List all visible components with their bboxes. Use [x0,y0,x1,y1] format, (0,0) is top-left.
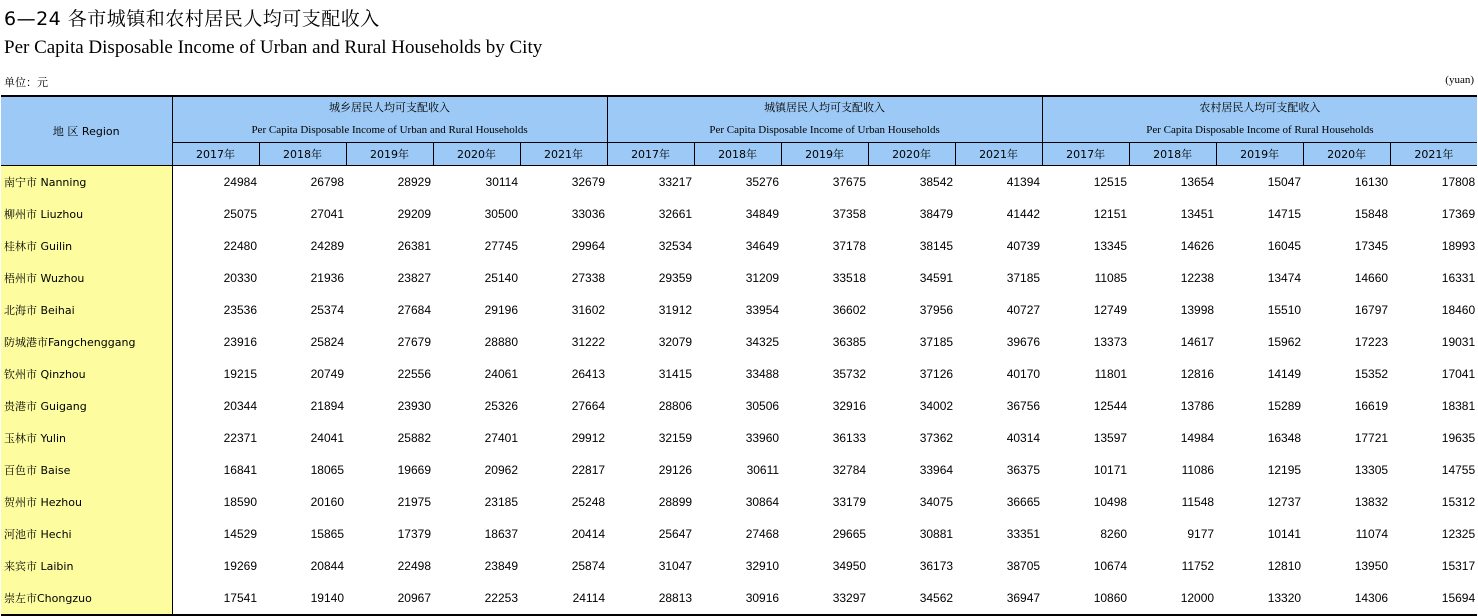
value-cell: 30864 [745,495,780,509]
value-cell: 28813 [607,582,694,615]
value-cell: 32159 [658,431,693,445]
value-cell: 15317 [1441,559,1476,573]
value-cell: 14617 [1180,335,1215,349]
value-cell: 27664 [571,399,606,413]
value-cell: 17345 [1354,239,1389,253]
value-cell: 23536 [223,303,257,317]
value-cell: 23827 [397,271,431,285]
value-cell: 16348 [1267,431,1302,445]
table-row [1,390,1477,422]
value-cell: 28929 [397,175,431,189]
value-cell: 38542 [919,175,954,189]
value-cell: 30500 [484,207,518,221]
year-header: 2020年 [868,142,955,165]
value-cell: 29665 [832,527,867,541]
value-cell: 22498 [397,559,431,573]
value-cell: 32661 [658,207,693,221]
year-header: 2020年 [433,142,520,165]
value-cell: 17721 [1354,431,1389,445]
value-cell: 36602 [832,303,867,317]
region-name-cell: 钦州市 Qinzhou [1,358,172,390]
value-cell: 38705 [1006,559,1041,573]
value-cell: 18460 [1441,303,1476,317]
value-cell: 12325 [1441,527,1476,541]
region-name-cell: 防城港市Fangchenggang [1,326,172,358]
value-cell: 15962 [1267,335,1302,349]
table-row [1,294,1477,326]
group-header-en: Per Capita Disposable Income of Urban and Rural Households [251,124,528,137]
value-cell: 25874 [571,559,606,573]
value-cell: 34950 [832,559,867,573]
value-cell: 40727 [1006,303,1041,317]
table-row [1,358,1477,390]
value-cell: 33518 [832,271,867,285]
table-row [1,550,1477,582]
value-cell: 34002 [919,399,954,413]
value-cell: 24061 [484,367,518,381]
value-cell: 12151 [1093,207,1128,221]
value-cell: 19031 [1441,335,1476,349]
unit-label-en: (yuan) [1445,74,1474,86]
value-cell: 32916 [832,399,867,413]
value-cell: 29209 [397,207,431,221]
value-cell: 16130 [1354,175,1389,189]
group-header-en: Per Capita Disposable Income of Rural Households [1146,124,1374,137]
value-cell: 14306 [1303,582,1390,615]
value-cell: 10498 [1093,495,1128,509]
year-header: 2021年 [520,142,607,165]
region-name-cell: 梧州市 Wuzhou [1,262,172,294]
year-header: 2018年 [1129,142,1216,165]
value-cell: 27041 [310,207,344,221]
value-cell: 18590 [223,495,257,509]
value-cell: 23185 [484,495,518,509]
value-cell: 37126 [919,367,954,381]
value-cell: 34562 [868,582,955,615]
value-cell: 19269 [223,559,257,573]
value-cell: 15694 [1390,582,1477,615]
value-cell: 33036 [571,207,606,221]
value-cell: 12000 [1129,582,1216,615]
region-name-cell: 南宁市 Nanning [1,166,172,199]
value-cell: 32079 [658,335,693,349]
value-cell: 31222 [571,335,606,349]
value-cell: 16045 [1267,239,1302,253]
value-cell: 15848 [1354,207,1389,221]
value-cell: 14626 [1180,239,1215,253]
value-cell: 20414 [571,527,606,541]
value-cell: 31602 [571,303,606,317]
value-cell: 37185 [919,335,954,349]
value-cell: 13305 [1354,463,1389,477]
value-cell: 15047 [1267,175,1302,189]
value-cell: 28899 [658,495,693,509]
value-cell: 17379 [397,527,431,541]
value-cell: 37675 [832,175,867,189]
region-name-cell: 百色市 Baise [1,454,172,486]
value-cell: 29359 [658,271,693,285]
value-cell: 17369 [1441,207,1476,221]
value-cell: 16331 [1441,271,1476,285]
value-cell: 33960 [745,431,780,445]
value-cell: 19140 [259,582,346,615]
year-header: 2017年 [607,142,694,165]
value-cell: 24041 [310,431,344,445]
value-cell: 22371 [223,431,257,445]
table-row [1,230,1477,262]
value-cell: 14149 [1267,367,1302,381]
value-cell: 15312 [1441,495,1476,509]
year-header: 2021年 [1390,142,1477,165]
value-cell: 19669 [397,463,431,477]
region-name-cell: 桂林市 Guilin [1,230,172,262]
table-row [1,582,1477,615]
group-header-urban [607,96,1042,142]
year-header: 2017年 [172,142,259,165]
value-cell: 14755 [1441,463,1476,477]
value-cell: 22817 [571,463,606,477]
value-cell: 40314 [1006,431,1041,445]
value-cell: 25140 [484,271,518,285]
unit-label-cn: 单位：元 [4,76,48,89]
value-cell: 37358 [832,207,867,221]
value-cell: 25248 [571,495,606,509]
value-cell: 10141 [1267,527,1302,541]
value-cell: 36133 [832,431,867,445]
value-cell: 17808 [1441,175,1476,189]
region-name-cell: 崇左市Chongzuo [1,582,172,615]
value-cell: 39676 [1006,335,1041,349]
value-cell: 14715 [1267,207,1302,221]
value-cell: 40739 [1006,239,1041,253]
value-cell: 19635 [1441,431,1476,445]
value-cell: 14984 [1180,431,1215,445]
value-cell: 14660 [1354,271,1389,285]
value-cell: 8260 [1100,527,1128,541]
value-cell: 22556 [397,367,431,381]
region-name-cell: 柳州市 Liuzhou [1,198,172,230]
value-cell: 33297 [781,582,868,615]
year-header: 2018年 [694,142,781,165]
value-cell: 34649 [745,239,780,253]
value-cell: 11752 [1181,559,1215,573]
page-title-cn: 6—24 各市城镇和农村居民人均可支配收入 [4,8,380,30]
value-cell: 36947 [955,582,1042,615]
value-cell: 37362 [919,431,954,445]
value-cell: 24114 [520,582,607,615]
region-name-cell: 贺州市 Hezhou [1,486,172,518]
value-cell: 18993 [1441,239,1476,253]
value-cell: 30611 [746,463,780,477]
value-cell: 30881 [919,527,954,541]
value-cell: 21975 [397,495,431,509]
value-cell: 36756 [1006,399,1041,413]
value-cell: 32534 [658,239,693,253]
value-cell: 16841 [223,463,257,477]
value-cell: 30506 [745,399,780,413]
value-cell: 11086 [1181,463,1215,477]
value-cell: 25326 [484,399,518,413]
table-row [1,422,1477,454]
page-title-en: Per Capita Disposable Income of Urban and Rural Households by City [4,37,543,58]
value-cell: 15352 [1354,367,1389,381]
value-cell: 19215 [223,367,257,381]
value-cell: 28880 [484,335,518,349]
value-cell: 27338 [571,271,606,285]
value-cell: 24289 [310,239,344,253]
value-cell: 20844 [310,559,344,573]
value-cell: 12737 [1267,495,1302,509]
value-cell: 12515 [1093,175,1128,189]
value-cell: 10171 [1093,463,1128,477]
value-cell: 34075 [919,495,954,509]
value-cell: 32679 [571,175,606,189]
value-cell: 28806 [658,399,693,413]
year-header: 2017年 [1042,142,1129,165]
value-cell: 20967 [346,582,433,615]
value-cell: 23849 [484,559,518,573]
value-cell: 31912 [658,303,693,317]
table-row [1,486,1477,518]
value-cell: 34849 [745,207,780,221]
value-cell: 27468 [745,527,780,541]
value-cell: 13654 [1180,175,1215,189]
table-row [1,262,1477,294]
value-cell: 20160 [310,495,344,509]
value-cell: 38479 [919,207,954,221]
value-cell: 34325 [745,335,780,349]
value-cell: 11548 [1181,495,1215,509]
value-cell: 35276 [745,175,780,189]
value-cell: 13320 [1216,582,1303,615]
group-header-total [172,96,607,142]
value-cell: 36173 [919,559,954,573]
value-cell: 21894 [310,399,344,413]
value-cell: 27745 [484,239,518,253]
year-header: 2019年 [1216,142,1303,165]
value-cell: 13950 [1354,559,1389,573]
value-cell: 17223 [1354,335,1389,349]
value-cell: 12238 [1180,271,1215,285]
value-cell: 25075 [223,207,257,221]
year-header: 2019年 [346,142,433,165]
value-cell: 40170 [1006,367,1041,381]
value-cell: 33954 [745,303,780,317]
value-cell: 36375 [1006,463,1041,477]
value-cell: 9177 [1187,527,1215,541]
value-cell: 17541 [172,582,259,615]
region-name-cell: 来宾市 Laibin [1,550,172,582]
group-header-cn: 农村居民人均可支配收入 [1199,101,1321,115]
value-cell: 26413 [571,367,606,381]
value-cell: 41394 [1006,175,1041,189]
value-cell: 16619 [1354,399,1389,413]
year-header: 2021年 [955,142,1042,165]
value-cell: 27684 [397,303,431,317]
year-header-row [1,142,1477,165]
value-cell: 15865 [310,527,344,541]
value-cell: 32784 [832,463,867,477]
group-header-cn: 城镇居民人均可支配收入 [764,101,886,115]
value-cell: 29912 [571,431,606,445]
value-cell: 29196 [484,303,518,317]
value-cell: 36665 [1006,495,1041,509]
table-row [1,198,1477,230]
value-cell: 22480 [223,239,257,253]
table-row [1,326,1477,358]
value-cell: 37178 [832,239,867,253]
value-cell: 12816 [1180,367,1215,381]
value-cell: 37956 [919,303,954,317]
value-cell: 18065 [310,463,344,477]
value-cell: 14529 [223,527,257,541]
income-table [1,95,1477,616]
value-cell: 27401 [484,431,518,445]
value-cell: 13345 [1093,239,1128,253]
value-cell: 20344 [223,399,257,413]
value-cell: 33488 [745,367,780,381]
value-cell: 13832 [1354,495,1389,509]
year-header: 2020年 [1303,142,1390,165]
year-header: 2018年 [259,142,346,165]
value-cell: 12749 [1093,303,1128,317]
value-cell: 29126 [658,463,693,477]
region-name-cell: 北海市 Beihai [1,294,172,326]
value-cell: 25824 [310,335,344,349]
value-cell: 26798 [310,175,344,189]
value-cell: 10674 [1093,559,1128,573]
table-body [1,166,1477,616]
value-cell: 23930 [397,399,431,413]
value-cell: 41442 [1006,207,1041,221]
value-cell: 13597 [1093,431,1128,445]
value-cell: 37185 [1006,271,1041,285]
value-cell: 12195 [1267,463,1302,477]
value-cell: 34591 [919,271,954,285]
value-cell: 31209 [745,271,780,285]
value-cell: 15510 [1267,303,1302,317]
value-cell: 13474 [1267,271,1302,285]
region-name-cell: 玉林市 Yulin [1,422,172,454]
value-cell: 15289 [1267,399,1302,413]
value-cell: 11074 [1355,527,1389,541]
value-cell: 13998 [1180,303,1215,317]
value-cell: 33217 [658,175,693,189]
table-row [1,166,1477,199]
value-cell: 12810 [1267,559,1302,573]
value-cell: 29964 [571,239,606,253]
value-cell: 32910 [745,559,780,573]
value-cell: 22253 [433,582,520,615]
region-header: 地 区 Region [1,96,172,166]
value-cell: 26381 [397,239,431,253]
value-cell: 18381 [1441,399,1476,413]
value-cell: 24984 [223,175,257,189]
value-cell: 11801 [1094,367,1128,381]
region-name-cell: 贵港市 Guigang [1,390,172,422]
value-cell: 20749 [310,367,344,381]
value-cell: 12544 [1093,399,1128,413]
value-cell: 35732 [832,367,867,381]
value-cell: 31047 [658,559,693,573]
value-cell: 25374 [310,303,344,317]
year-header: 2019年 [781,142,868,165]
table-row [1,454,1477,486]
value-cell: 20962 [484,463,518,477]
value-cell: 13451 [1180,207,1215,221]
group-header-en: Per Capita Disposable Income of Urban Households [709,124,940,137]
group-header-rural [1042,96,1477,142]
value-cell: 36385 [832,335,867,349]
value-cell: 30916 [694,582,781,615]
region-name-cell: 河池市 Hechi [1,518,172,550]
value-cell: 16797 [1354,303,1389,317]
value-cell: 33179 [832,495,867,509]
value-cell: 23916 [223,335,257,349]
value-cell: 11085 [1094,271,1128,285]
value-cell: 10860 [1042,582,1129,615]
value-cell: 30114 [485,175,518,189]
group-header-cn: 城乡居民人均可支配收入 [329,101,451,115]
value-cell: 13373 [1093,335,1128,349]
value-cell: 17041 [1441,367,1476,381]
value-cell: 33964 [919,463,954,477]
value-cell: 27679 [397,335,431,349]
value-cell: 33351 [1006,527,1041,541]
value-cell: 25882 [397,431,431,445]
value-cell: 21936 [310,271,344,285]
value-cell: 31415 [658,367,693,381]
table-row [1,518,1477,550]
value-cell: 25647 [658,527,693,541]
value-cell: 18637 [484,527,518,541]
value-cell: 13786 [1180,399,1215,413]
value-cell: 20330 [223,271,257,285]
value-cell: 38145 [919,239,954,253]
